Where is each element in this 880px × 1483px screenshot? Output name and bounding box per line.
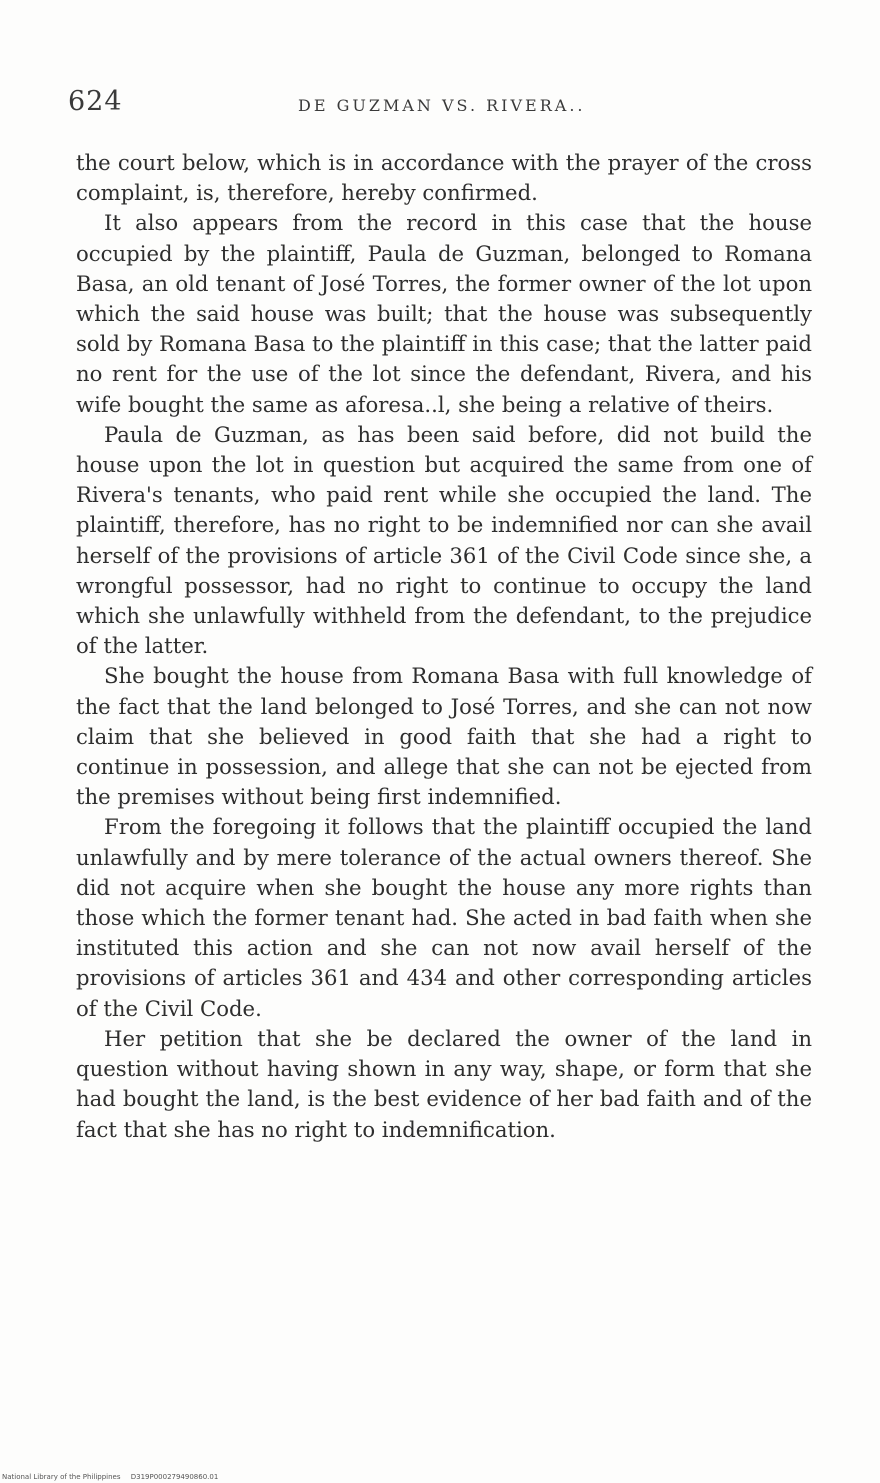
paragraph-6: Her petition that she be declared the owner of the land in question without having shown in any way, shape, or form that she had bought the land, is the best evidence of her bad faith and of the fact that she has no right to indemnification. [76, 1025, 812, 1142]
scan-footer [2, 1473, 226, 1481]
page-number: 624 [68, 86, 123, 117]
page-header [68, 86, 808, 126]
paragraph-3: Paula de Guzman, as has been said before, did not build the house upon the lot in question but acquired the same from one of Rivera's tenants, who paid rent while she occupied the land. The plaintiff, therefore, has no right to be indemnified nor can she avail herself of the provisions of article 361 of the Civil Code since she, a wrongful possessor, had no right to continue to occupy the land which she unlawfully withheld from the defendant, to the prejudice of the latter. [76, 421, 812, 659]
body-text [76, 148, 812, 1145]
paragraph-2: It also appears from the record in this case that the house occupied by the plaintiff, Paula de Guzman, belonged to Romana Basa, an old tenant of José Torres, the former owner of the lot upon which the said house was built; that the house was subsequently sold by Romana Basa to the plaintiff in this case; that the latter paid no rent for the use of the lot since the defendant, Rivera, and his wife bought the same as aforesa..l, she being a relative of theirs. [76, 210, 812, 417]
footer-library: National Library of the Philippines [2, 1473, 121, 1481]
footer-identifier: D319P000279490860.01 [130, 1473, 219, 1481]
paragraph-1: the court below, which is in accordance with the prayer of the cross complaint, is, therefore, hereby confirmed. [76, 150, 812, 206]
paragraph-5: From the foregoing it follows that the plaintiff occupied the land unlawfully and by mere tolerance of the actual owners thereof. She did not acquire when she bought the house any more rights than those which the former tenant had. She acted in bad faith when she instituted this action and she can not now avail herself of the provisions of articles 361 and 434 and other corresponding articles of the Civil Code. [76, 814, 812, 1021]
paragraph-4: She bought the house from Romana Basa with full knowledge of the fact that the land belonged to José Torres, and she can not now claim that she believed in good faith that she had a right to continue in possession, and allege that she can not be ejected from the premises without being first indemnified. [76, 663, 812, 810]
running-title: DE GUZMAN VS. RIVERA.. [298, 96, 586, 115]
